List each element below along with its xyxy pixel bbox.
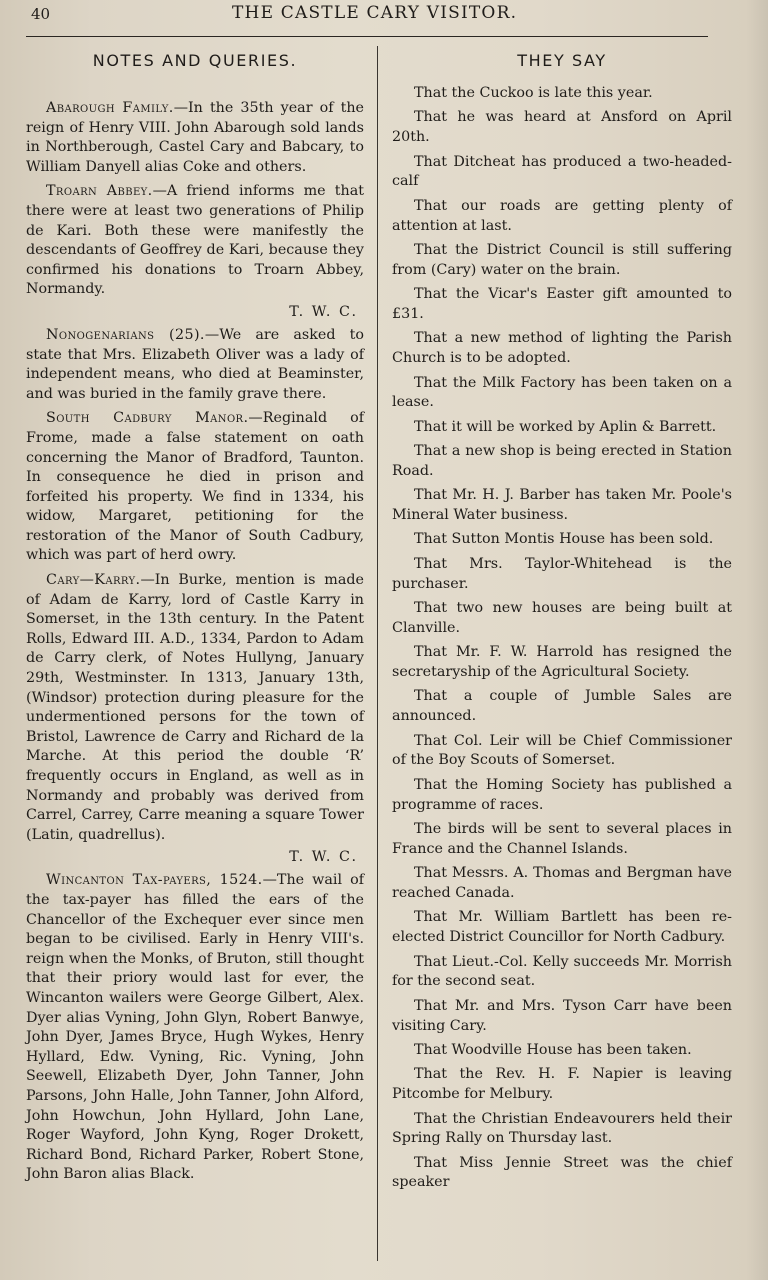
they-say-item: That Messrs. A. Thomas and Bergman have reached Canada. (392, 865, 732, 901)
they-say-item: That Mr. H. J. Barber has taken Mr. Poole's Mineral Water business. (392, 487, 732, 524)
they-say-item: That Lieut.-Col. Kelly succeeds Mr. Morrish for the second seat. (392, 953, 732, 990)
they-say-item: That the Milk Factory has been taken on a lease. (392, 374, 732, 411)
note-heading: Wincanton Tax-payers, 1524. (46, 872, 263, 889)
note-entry (26, 182, 364, 300)
note-body: —A friend informs me that there were at least two generations of Philip de Kari. Both these were manifestly the descendants of Geoffrey de Kari, because they confirmed his donations to Troarn Abbey, Normandy. (26, 183, 364, 298)
running-title: THE CASTLE CARY VISITOR. (232, 3, 518, 23)
they-say-item: That the Cuckoo is late this year. (414, 85, 653, 101)
section-title-notes: NOTES AND QUERIES. (92, 51, 298, 70)
note-entry (26, 409, 364, 566)
note-heading: South Cadbury Manor. (46, 410, 249, 427)
they-say-item: That Sutton Montis House has been sold. (414, 531, 714, 548)
note-heading: Abarough Family. (46, 100, 174, 116)
they-say-item: That Miss Jennie Street was the chief speaker (392, 1154, 732, 1191)
they-say-item: That he was heard at Ansford on April 20th. (392, 109, 732, 146)
note-heading: Cary—Karry. (46, 572, 141, 589)
notes-and-queries-column (26, 46, 364, 1190)
note-body: —We are asked to state that Mrs. Elizabeth Oliver was a lady of independent means, who died at Beaminster, and was buried in the family grave there. (26, 326, 364, 402)
note-body: —In the 35th year of the reign of Henry VIII. John Abarough sold lands in Northberough, Castel Cary and Babcary, to William Danyell alias Coke and others. (26, 100, 364, 175)
note-entry (26, 99, 364, 177)
they-say-item: That the Rev. H. F. Napier is leaving Pitcombe for Melbury. (392, 1066, 732, 1103)
note-heading: Nonogenarians (25). (46, 326, 205, 343)
note-body: —In Burke, mention is made of Adam de Karry, lord of Castle Karry in Somerset, in the 13th century. In the Patent Rolls, Edward III. A.D., 1334, Pardon to Adam de Carry clerk, of Notes Hullyng, January 29th, Westminster. In 1313, January 13th,(Windsor) protection during pleasure for the undermentioned persons for the town of Bristol, Lawrence de Carry and Richard de la Marche. At this period the double ‘R’ frequently occurs in England, as well as in Normandy and probably was derived from Carrel, Carrey, Carre meaning a square Tower (Latin, quadrellus). (26, 572, 364, 843)
they-say-item: That the Homing Society has published a programme of races. (392, 776, 732, 813)
they-say-item: That Mr. William Bartlett has been re-elected District Councillor for North Cadbury. (392, 909, 732, 946)
note-signature: T. W. C. (289, 303, 358, 320)
they-say-item: That a couple of Jumble Sales are announced. (392, 688, 732, 725)
they-say-item: The birds will be sent to several places in France and the Channel Islands. (392, 820, 732, 857)
they-say-list (392, 84, 732, 1193)
note-entry (26, 871, 364, 1185)
they-say-column (392, 46, 732, 1198)
they-say-item: That a new method of lighting the Parish Church is to be adopted. (392, 330, 732, 367)
header-rule (26, 36, 708, 37)
note-body: —The wail of the tax-payer has filled the ears of the Chancellor of the Exchequer ever since men began to be civilised. Early in Henry VIII's. reign when the Monks, of Bruton, still thought that their priory would last for ever, the Wincanton wailers were George Gilbert, Alex. Dyer alias Vyning, John Glyn, Robert Banwye, John Dyer, James Bryce, Hugh Wykes, Henry Hyllard, Edw. Vyning, Ric. Vyning, John Seewell, Elizabeth Dyer, John Tanner, John Parsons, John Halle, John Tanner, John Alford, John Howchun, John Hyllard, John Lane, Roger Wayford, John Kyng, Roger Drokett, Richard Bond, Richard Parker, Robert Stone, John Baron alias Black. (26, 872, 364, 1183)
they-say-item: That Mr. and Mrs. Tyson Carr have been visiting Cary. (392, 997, 732, 1034)
note-body: —Reginald of Frome, made a false statement on oath concerning the Manor of Bradford, Taunton. In consequence he died in prison and forfeited his property. We find in 1334, his widow, Margaret, petitioning for the restoration of the Manor of South Cadbury, which was part of herd owry. (26, 410, 364, 564)
note-entry (26, 571, 364, 845)
they-say-item: That the Vicar's Easter gift amounted to £31. (392, 286, 732, 322)
they-say-item: That Mrs. Taylor-Whitehead is the purchaser. (392, 555, 732, 592)
they-say-item: That Mr. F. W. Harrold has resigned the secretaryship of the Agricultural Society. (392, 644, 732, 681)
column-divider (377, 46, 378, 1261)
page-number: 40 (31, 5, 51, 23)
note-heading: Troarn Abbey. (46, 183, 153, 200)
notes-list (26, 99, 364, 1185)
they-say-item: That Ditcheat has produced a two-headed-calf (392, 153, 732, 190)
they-say-item: That the Christian Endeavourers held their Spring Rally on Thursday last. (392, 1110, 732, 1147)
they-say-item: That our roads are getting plenty of attention at last. (392, 197, 732, 234)
they-say-item: That Woodville House has been taken. (414, 1041, 692, 1058)
they-say-item: That the District Council is still suffering from (Cary) water on the brain. (392, 241, 732, 278)
section-title-they-say: THEY SAY (517, 51, 607, 70)
note-entry (26, 326, 364, 404)
they-say-item: That two new houses are being built at Clanville. (392, 600, 732, 636)
page-edge-shadow (746, 0, 768, 1280)
they-say-item: That a new shop is being erected in Station Road. (392, 443, 732, 479)
they-say-item: That it will be worked by Aplin & Barrett. (414, 418, 717, 435)
they-say-item: That Col. Leir will be Chief Commissioner of the Boy Scouts of Somerset. (392, 732, 732, 769)
note-signature: T. W. C. (289, 849, 358, 866)
